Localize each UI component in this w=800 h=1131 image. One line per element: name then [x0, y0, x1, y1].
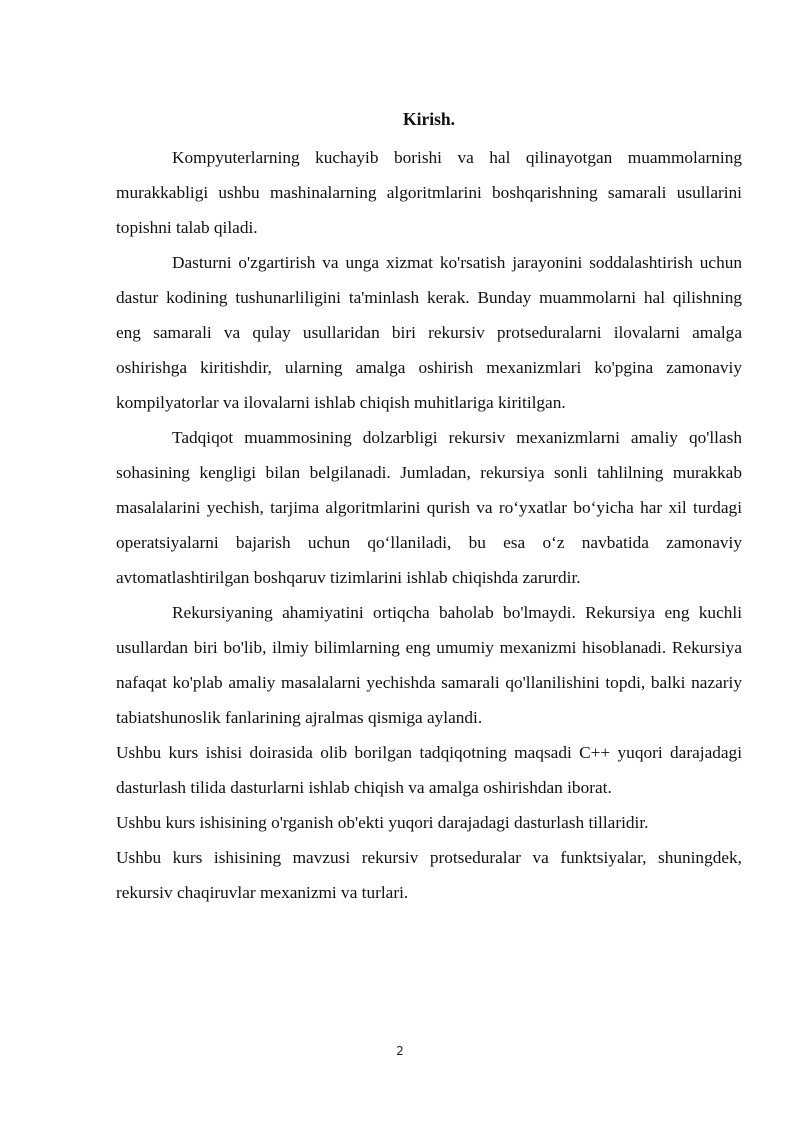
- paragraph-subject: Ushbu kurs ishisining mavzusi rekursiv protseduralar va funktsiyalar, shuningdek, rekursiv chaqiruvlar mexanizmi va turlari.: [116, 848, 742, 902]
- section-title: Kirish.: [402, 109, 456, 129]
- paragraph-code-clarity: Dasturni o'zgartirish va unga xizmat ko'rsatish jarayonini soddalashtirish uchun dastur kodining tushunarliligini ta'minlash kerak. Bunday muammolarni hal qilishning eng samarali va qulay usullaridan biri rekursiv protseduralarni ilovalarni amalga oshirishga kiritishdir, ularning amalga oshirish mexanizmlari ko'pgina zamonaviy kompilyatorlar va ilovalarni ishlab chiqish muhitlariga kiritilgan.: [116, 253, 742, 412]
- page-content: [116, 106, 742, 910]
- page-number: 2: [396, 1044, 404, 1058]
- paragraph-importance: Rekursiyaning ahamiyatini ortiqcha baholab bo'lmaydi. Rekursiya eng kuchli usullardan biri bo'lib, ilmiy bilimlarning eng umumiy mexanizmi hisoblanadi. Rekursiya nafaqat ko'plab amaliy masalalarni yechishda samarali qo'llanilishini topdi, balki nazariy tabiatshunoslik fanlarining ajralmas qismiga aylandi.: [116, 603, 742, 727]
- paragraph-object: Ushbu kurs ishisining o'rganish ob'ekti yuqori darajadagi dasturlash tillaridir.: [116, 813, 649, 832]
- paragraph-intro: Kompyuterlarning kuchayib borishi va hal qilinayotgan muammolarning murakkabligi ushbu mashinalarning algoritmlarini boshqarishning samarali usullarini topishni talab qiladi.: [116, 148, 742, 237]
- paragraph-goal: Ushbu kurs ishisi doirasida olib borilgan tadqiqotning maqsadi C++ yuqori darajadagi dasturlash tilida dasturlarni ishlab chiqish va amalga oshirishdan iborat.: [116, 743, 742, 797]
- paragraph-relevance: Tadqiqot muammosining dolzarbligi rekursiv mexanizmlarni amaliy qo'llash sohasining kengligi bilan belgilanadi. Jumladan, rekursiya sonli tahlilning murakkab masalalarini yechish, tarjima algoritmlarini qurish va ro‘yxatlar bo‘yicha har xil turdagi operatsiyalarni bajarish uchun qo‘llaniladi, bu esa o‘z navbatida zamonaviy avtomatlashtirilgan boshqaruv tizimlarini ishlab chiqishda zarurdir.: [116, 428, 742, 587]
